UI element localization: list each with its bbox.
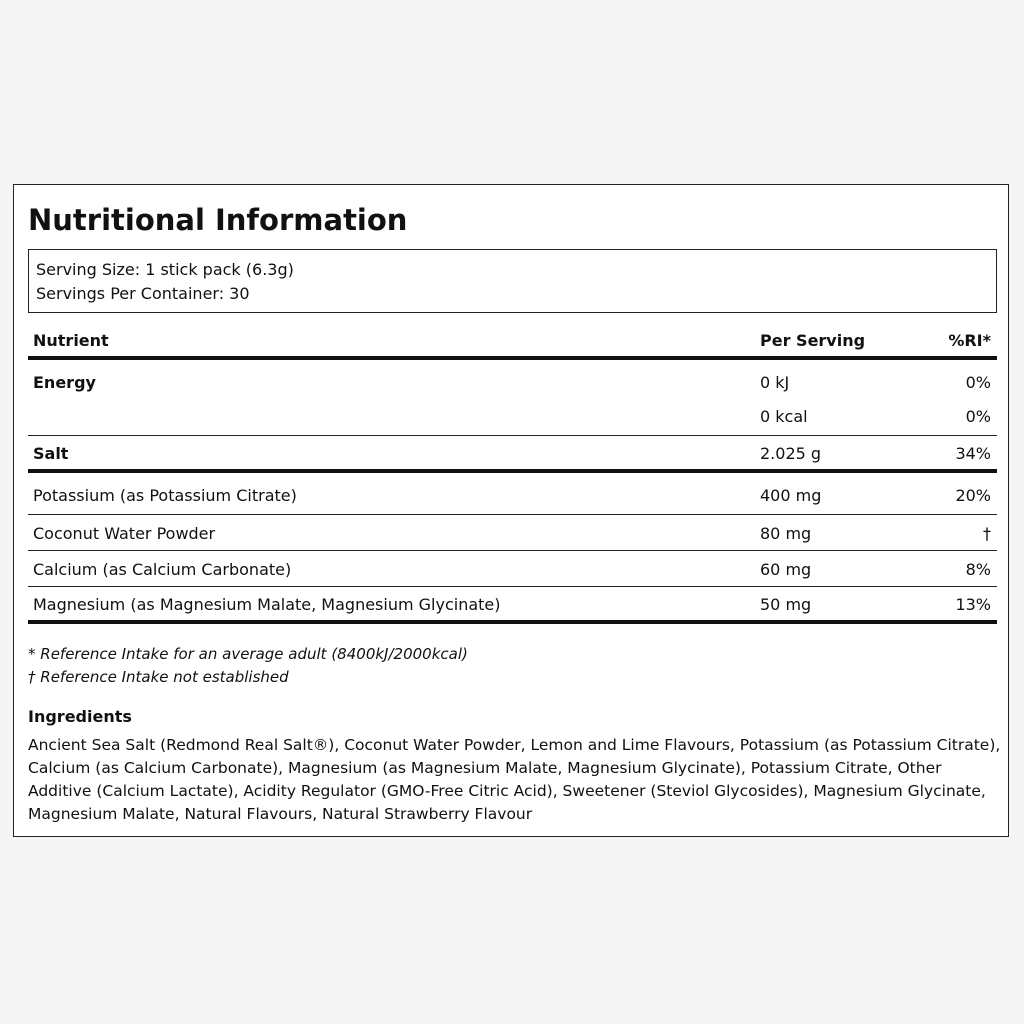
nutrient-name: Calcium (as Calcium Carbonate) bbox=[33, 560, 292, 579]
table-row bbox=[28, 587, 997, 624]
nutrient-ri: 20% bbox=[955, 486, 991, 505]
nutrient-value: 50 mg bbox=[760, 595, 812, 614]
ri-footnote: * Reference Intake for an average adult (8400kJ/2000kcal) bbox=[28, 645, 468, 663]
nutrition-panel bbox=[13, 184, 1009, 837]
nutrient-ri: 13% bbox=[955, 595, 991, 614]
header-nutrient: Nutrient bbox=[33, 331, 109, 350]
nutrition-table bbox=[28, 323, 997, 624]
salt-label: Salt bbox=[33, 444, 69, 463]
nutrient-name: Magnesium (as Magnesium Malate, Magnesium Glycinate) bbox=[33, 595, 501, 614]
serving-size: Serving Size: 1 stick pack (6.3g) bbox=[36, 260, 294, 279]
table-header-row bbox=[28, 323, 997, 360]
header-per-serving: Per Serving bbox=[760, 331, 866, 350]
footnotes bbox=[28, 643, 468, 689]
salt-ri: 34% bbox=[955, 444, 991, 463]
table-row-energy-kcal bbox=[28, 396, 997, 436]
nutrient-name: Potassium (as Potassium Citrate) bbox=[33, 486, 297, 505]
salt-value: 2.025 g bbox=[760, 444, 822, 463]
energy-kcal-ri: 0% bbox=[965, 407, 991, 426]
table-row bbox=[28, 473, 997, 515]
energy-kj-value: 0 kJ bbox=[760, 373, 790, 392]
energy-kj-ri: 0% bbox=[965, 373, 991, 392]
table-row-salt bbox=[28, 436, 997, 473]
table-row-energy-kj bbox=[28, 360, 997, 396]
dagger-footnote: † Reference Intake not established bbox=[28, 668, 289, 686]
servings-per-container: Servings Per Container: 30 bbox=[36, 284, 250, 303]
nutrient-ri: † bbox=[983, 524, 991, 543]
nutrient-value: 80 mg bbox=[760, 524, 812, 543]
ingredients-heading: Ingredients bbox=[28, 707, 132, 726]
page-title: Nutritional Information bbox=[28, 203, 408, 237]
serving-info-box bbox=[28, 249, 997, 313]
table-row bbox=[28, 515, 997, 551]
nutrient-value: 60 mg bbox=[760, 560, 812, 579]
nutrient-value: 400 mg bbox=[760, 486, 822, 505]
header-ri: %RI* bbox=[948, 331, 991, 350]
nutrient-name: Coconut Water Powder bbox=[33, 524, 216, 543]
table-row bbox=[28, 551, 997, 587]
ingredients-list: Ancient Sea Salt (Redmond Real Salt®), Coconut Water Powder, Lemon and Lime Flavours, Potassium (as Potassium Citrate), Calcium (as Calcium Carbonate), Magnesium (as Magnesium Malate, Magnesium Glycinate), Potassium Citrate, Other Additive (Calcium Lactate), Acidity Regulator (GMO-Free Citric Acid), Sweetener (Steviol Glycosides), Magnesium Glycinate, Magnesium Malate, Natural Flavours, Natural Strawberry Flavour bbox=[28, 736, 1001, 823]
nutrient-ri: 8% bbox=[965, 560, 991, 579]
energy-label: Energy bbox=[33, 373, 96, 392]
energy-kcal-value: 0 kcal bbox=[760, 407, 808, 426]
